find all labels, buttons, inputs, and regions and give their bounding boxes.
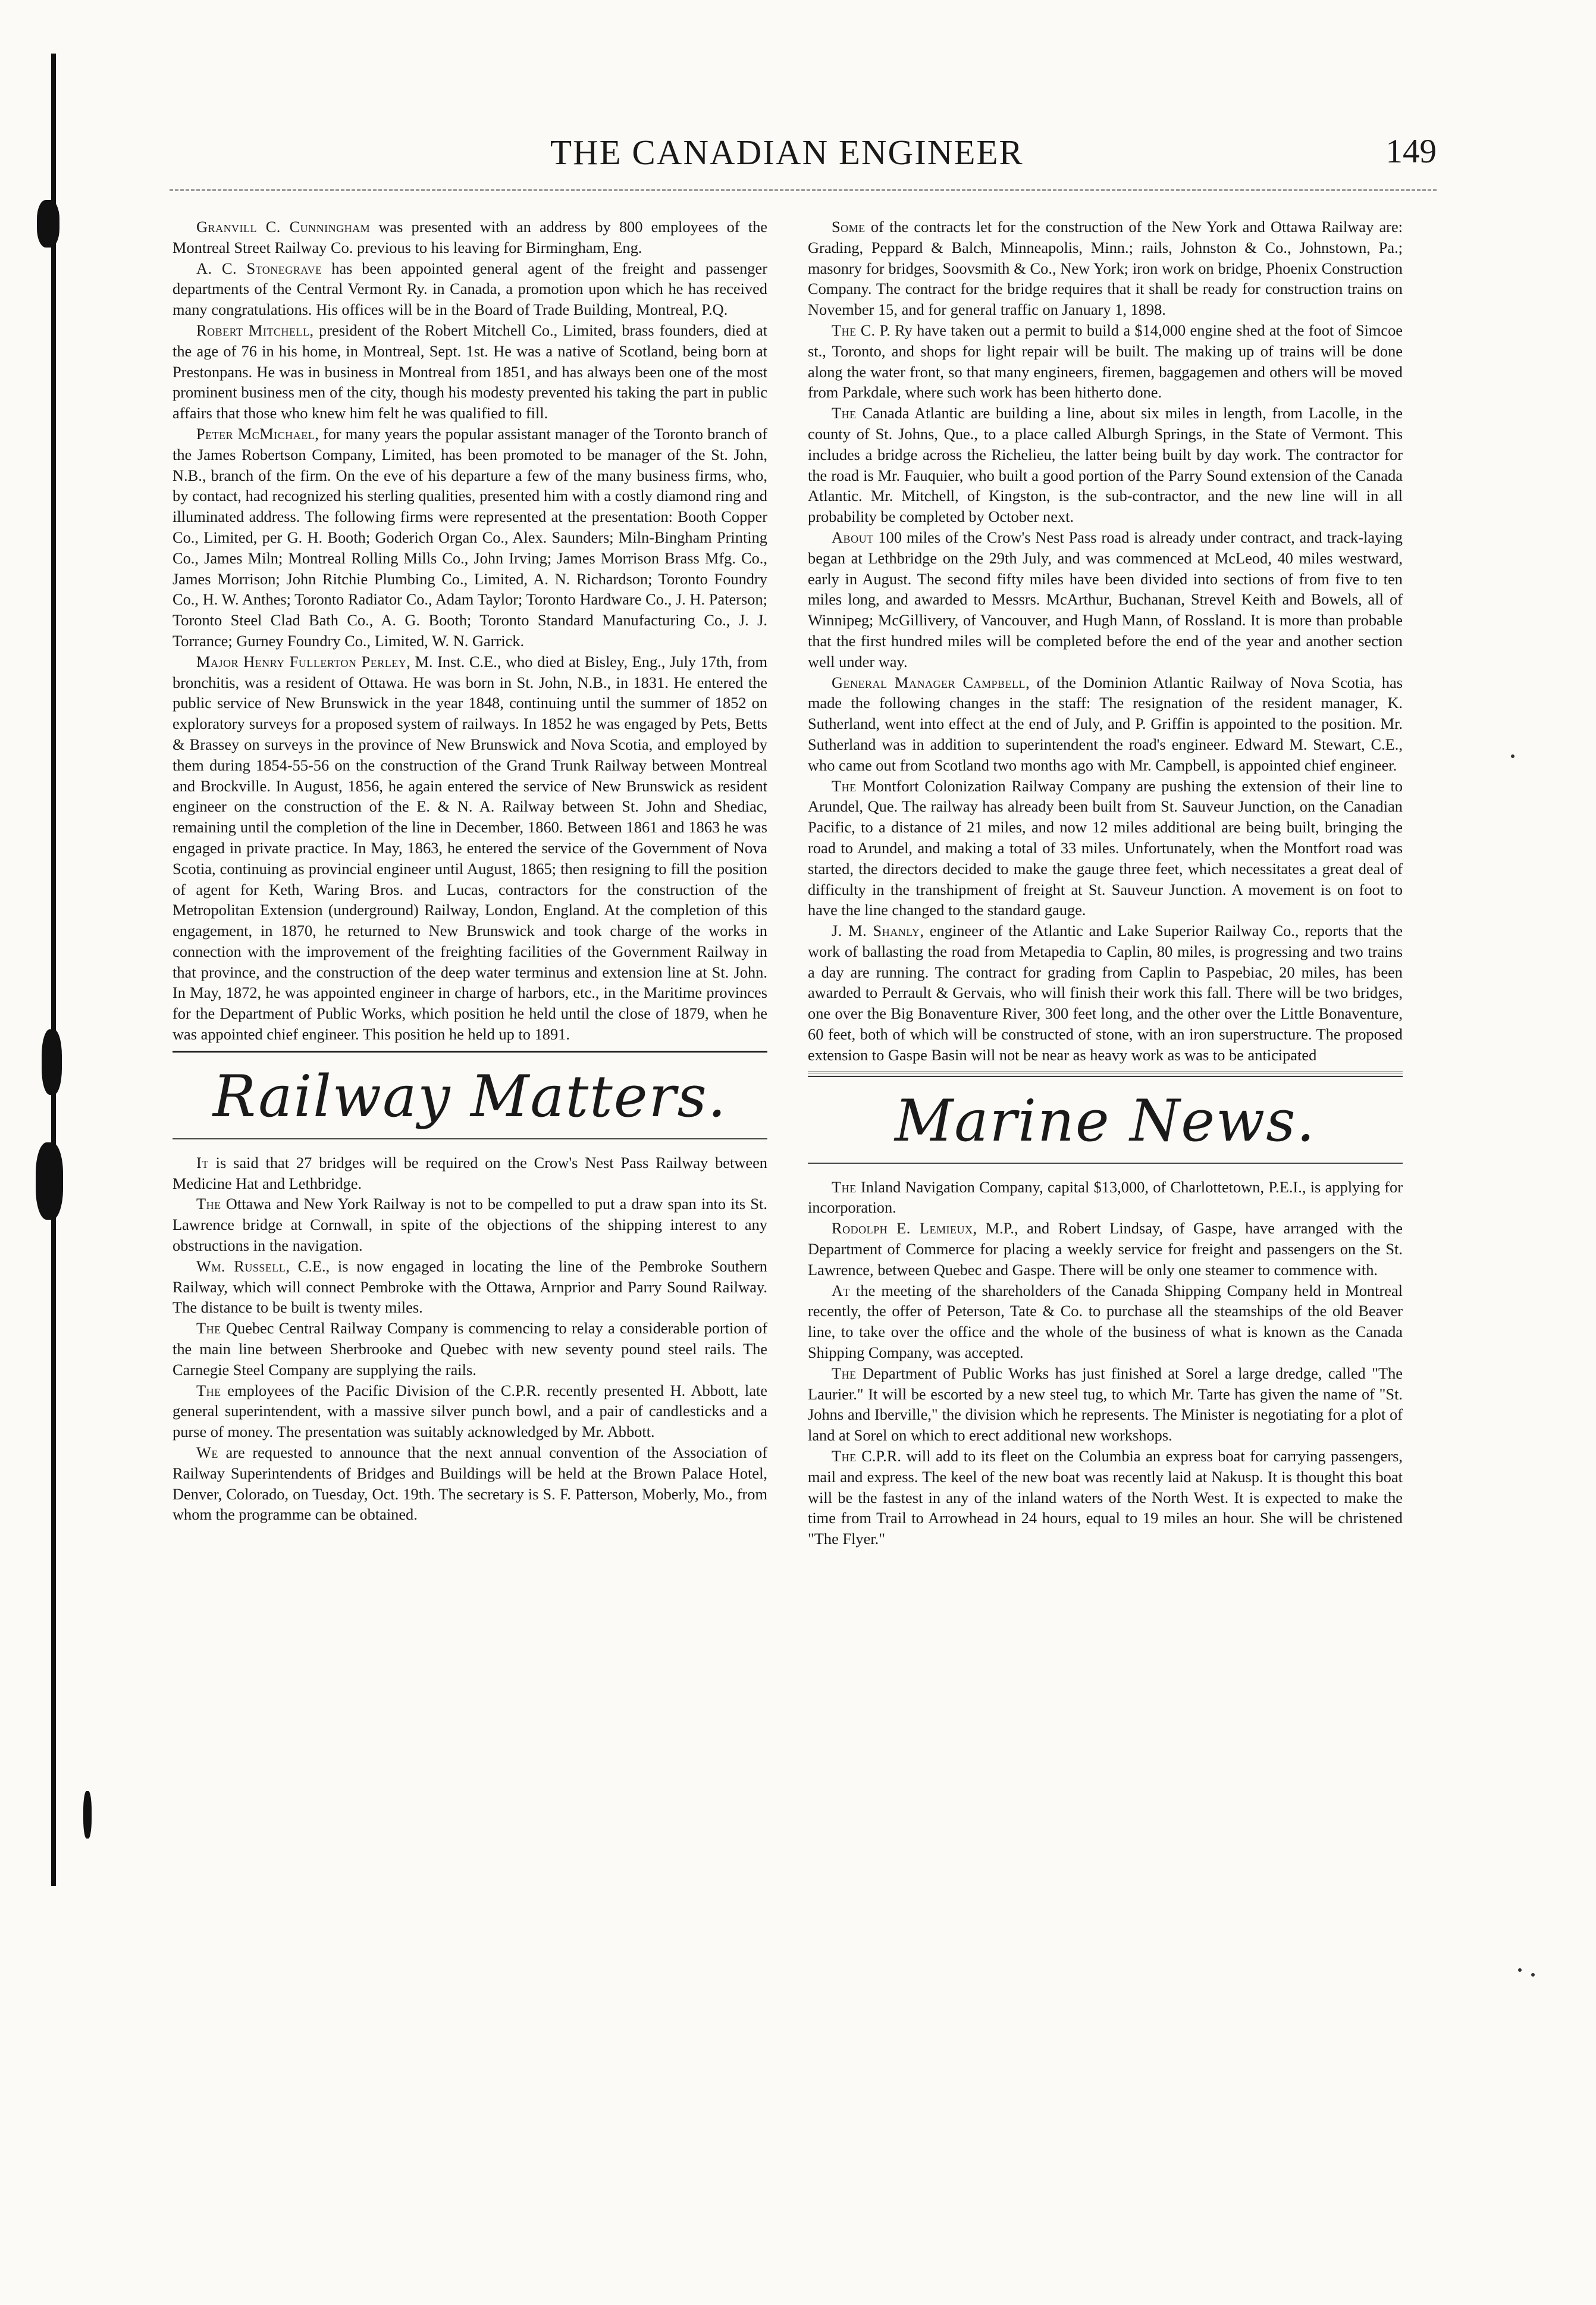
article-paragraph: We are requested to announce that the next annual convention of the Association of Railway Superintendents of Bridges and Buildings will be held at the Brown Palace Hotel, Denver, Colorado, on Tuesday, Oct. 19th. The secretary is S. F. Patterson, Moberly, Mo., from whom the programme can be obtained. — [173, 1443, 767, 1524]
article-paragraph: The Canada Atlantic are building a line, about six miles in length, from Lacolle, in the county of St. Johns, Que., to a place called Alburgh Springs, in the State of Vermont. This includes a bridge across the Richelieu, the latter being built by day work. The contractor for the road is Mr. Fauquier, who built a good portion of the Parry Sound extension of the Canada Atlantic. Mr. Mitchell, of Kingston, is the sub-contractor, and the new line will in all probability be completed by October next. — [808, 404, 1403, 526]
article-paragraph: At the meeting of the shareholders of the Canada Shipping Company held in Montreal recently, the offer of Peterson, Tate & Co. to purchase all the steamships of the old Beaver line, to take over the office and the whole of the business of what is known as the Canada Shipping Company, was accepted. — [808, 1281, 1403, 1362]
article-paragraph: General Manager Campbell, of the Dominion Atlantic Railway of Nova Scotia, has made the following changes in the staff: The resignation of the resident manager, K. Sutherland, went into effect at the end of July, and P. Griffin is appointed to the position. Mr. Sutherland was in addition to superintendent the road's engineer. Edward M. Stewart, C.E., who came out from Scotland two months ago with Mr. Campbell, is appointed chief engineer. — [808, 673, 1403, 774]
article-paragraph: Wm. Russell, C.E., is now engaged in locating the line of the Pembroke Southern Railway, which will connect Pembroke with the Ottawa, Arnprior and Parry Sound Railway. The distance to be built is twenty miles. — [173, 1257, 767, 1317]
stray-mark — [1511, 754, 1515, 758]
binding-rule — [51, 54, 56, 1886]
article-paragraph: Major Henry Fullerton Perley, M. Inst. C.E., who died at Bisley, Eng., July 17th, from bronchitis, was a resident of Ottawa. He was born in St. John, N.B., in 1831. He entered the public service of New Brunswick in the year 1848, continuing until the summer of 1852 on exploratory surveys for a proposed system of railways. In 1852 he was engaged by Pets, Betts & Brassey on surveys in the province of New Brunswick and Nova Scotia, and employed by them during 1854-55-56 on the construction of the Grand Trunk Railway between Montreal and Brockville. In August, 1856, he again entered the service of New Brunswick as resident engineer on the construction of the E. & N. A. Railway between St. John and Shediac, remaining until the completion of the line in December, 1860. Between 1861 and 1863 he was engaged in private practice. In May, 1863, he entered the service of the Government of Nova Scotia, continuing as provincial engineer until August, 1865; then resigning to fill the position of agent for Keth, Waring Bros. and Lucas, contractors for the construction of the Metropolitan Extension (underground) Railway, London, England. At the completion of this engagement, in 1870, he returned to New Brunswick and took charge of the works in connection with the improvement of the freighting facilities of the Government Railway in that province, and the construction of the deep water terminus and extension line at St. John. In May, 1872, he was appointed engineer in charge of harbors, etc., in the Maritime provinces for the Department of Public Works, which position he held until the close of 1879, when he was appointed chief engineer. This position he held up to 1891. — [173, 652, 767, 1044]
journal-title: THE CANADIAN ENGINEER — [550, 133, 1024, 172]
binding-mark — [83, 1791, 92, 1839]
section-divider — [808, 1163, 1403, 1164]
article-paragraph: The employees of the Pacific Division of the C.P.R. recently presented H. Abbott, late general superintendent, with a massive silver punch bowl, and a pair of candlesticks and a purse of money. The presentation was suitably acknowledged by Mr. Abbott. — [173, 1381, 767, 1441]
section-divider — [173, 1138, 767, 1139]
personal-notes — [173, 217, 767, 1045]
article-paragraph: The Montfort Colonization Railway Company are pushing the extension of their line to Arundel, Que. The railway has already been built from St. Sauveur Junction, on the Canadian Pacific, to a distance of 21 miles, and now 12 miles additional are being built, bringing the road to Arundel, and making a total of 33 miles. Unfortunately, when the Montfort road was started, the directors decided to make the gauge three feet, which necessitates a great deal of difficulty in the transhipment of freight at St. Sauveur Junction. A movement is on foot to have the line changed to the standard gauge. — [808, 776, 1403, 919]
railway-matters-section — [173, 1152, 767, 1525]
marine-news-section — [808, 1177, 1403, 1549]
stray-mark — [1518, 1968, 1522, 1972]
article-paragraph: Rodolph E. Lemieux, M.P., and Robert Lindsay, of Gaspe, have arranged with the Department of Commerce for placing a weekly service for freight and passengers on the St. Lawrence, between Quebec and Gaspe. There will be only one steamer to commence with. — [808, 1219, 1403, 1279]
binding-mark — [37, 200, 59, 248]
article-paragraph: The C. P. Ry have taken out a permit to build a $14,000 engine shed at the foot of Simcoe st., Toronto, and shops for light repair will be built. The making up of trains will be done along the water front, so that many engineers, firemen, baggagemen and others will be moved from Parkdale, where such work has been hitherto done. — [808, 321, 1403, 402]
left-column — [173, 217, 767, 1525]
page-number: 149 — [1385, 133, 1437, 170]
article-paragraph: Peter McMichael, for many years the popular assistant manager of the Toronto branch of the James Robertson Company, Limited, has been promoted to be manager of the St. John, N.B., branch of the firm. On the eve of his departure a few of the many business firms, who, by contact, had recognized his sterling qualities, presented him with a costly diamond ring and illuminated address. The following firms were represented at the presentation: Booth Copper Co., Limited, per G. H. Booth; Goderich Organ Co., Alex. Saunders; Miln-Bingham Printing Co., James Miln; Montreal Rolling Mills Co., John Irving; James Morrison Brass Mfg. Co., James Morrison; John Ritchie Plumbing Co., Limited, A. N. Richardson; Toronto Foundry Co., H. W. Anthes; Toronto Radiator Co., Adam Taylor; Toronto Hardware Co., J. H. Paterson; Toronto Steel Clad Bath Co., A. G. Booth; Toronto Standard Manufacturing Co., J. J. Torrance; Gurney Foundry Co., Limited, W. N. Garrick. — [173, 424, 767, 650]
binding-mark — [36, 1142, 63, 1220]
article-paragraph: The Ottawa and New York Railway is not to be compelled to put a draw span into its St. Lawrence bridge at Cornwall, in spite of the objections of the shipping interest to any obstructions in the navigation. — [173, 1195, 767, 1255]
article-paragraph: Some of the contracts let for the construction of the New York and Ottawa Railway are: Grading, Peppard & Balch, Minneapolis, Minn.; rails, Johnston & Co., Johnstown, Pa.; masonry for bridges, Soovsmith & Co., New York; iron work on bridge, Phoenix Construction Company. The contract for the bridge requires that it shall be ready for construction trains on November 15, and for general traffic on January 1, 1898. — [808, 218, 1403, 319]
marine-news-heading: Marine News. — [894, 1087, 1316, 1154]
article-paragraph: J. M. Shanly, engineer of the Atlantic and Lake Superior Railway Co., reports that the work of ballasting the road from Metapedia to Caplin, 80 miles, is progressing and two trains a day are running. The contract for grading from Caplin to Paspebiac, 20 miles, has been awarded to Perrault & Gervais, who will finish their work this fall. There will be two bridges, one over the Big Bonaventure River, 300 feet long, and the other over the Little Bonaventure, 60 feet, both of which will be constructed of stone, with an iron superstructure. The proposed extension to Gaspe Basin will not be near as heavy work as was to be anticipated — [808, 922, 1403, 1064]
article-paragraph: Granvill C. Cunningham was presented with an address by 800 employees of the Montreal Street Railway Co. previous to his leaving for Birmingham, Eng. — [173, 218, 767, 256]
header-rule — [170, 189, 1437, 191]
right-column — [808, 217, 1403, 1549]
article-paragraph: Robert Mitchell, president of the Robert Mitchell Co., Limited, brass founders, died at the age of 76 in his home, in Montreal, Sept. 1st. He was a native of Scotland, being born at Prestonpans. He was in business in Montreal from 1851, and has always been one of the most prominent business men of the city, though his modesty prevented his taking the part in public affairs that those who knew him felt he was qualified to fill. — [173, 321, 767, 422]
railway-matters-heading: Railway Matters. — [212, 1063, 728, 1130]
article-paragraph: A. C. Stonegrave has been appointed general agent of the freight and passenger departments of the Central Vermont Ry. in Canada, a promotion upon which he has received many congratulations. His offices will be in the Board of Trade Building, Montreal, P.Q. — [173, 259, 767, 319]
article-paragraph: The C.P.R. will add to its fleet on the Columbia an express boat for carrying passengers, mail and express. The keel of the new boat was recently laid at Nakusp. It is thought this boat will be the fastest in any of the inland waters of the North West. It is expected to make the time from Trail to Arrowhead in 24 hours, equal to 19 miles an hour. She will be christened "The Flyer." — [808, 1447, 1403, 1548]
article-paragraph: About 100 miles of the Crow's Nest Pass road is already under contract, and track-laying began at Lethbridge on the 29th July, and was commenced at McLeod, 40 miles westward, early in August. The second fifty miles have been divided into sections of from five to ten miles long, and awarded to Messrs. McArthur, Buchanan, Strevel Keith and Bowels, all of Winnipeg; McGillivery, of Vancouver, and Hugh Mann, of Rossland. It is more than probable that the first hundred miles will be completed before the end of the year and another section well under way. — [808, 528, 1403, 671]
article-paragraph: It is said that 27 bridges will be required on the Crow's Nest Pass Railway between Medicine Hat and Lethbridge. — [173, 1153, 767, 1192]
article-paragraph: The Department of Public Works has just finished at Sorel a large dredge, called "The Laurier." It will be escorted by a new steel tug, to which Mr. Tarte has given the name of "St. Johns and Iberville," the division which he represents. The Minister is negotiating for a plot of land at Sorel on which to erect additional new workshops. — [808, 1364, 1403, 1445]
stray-mark — [1531, 1973, 1535, 1977]
article-paragraph: The Inland Navigation Company, capital $13,000, of Charlottetown, P.E.I., is applying for incorporation. — [808, 1177, 1403, 1217]
section-divider — [808, 1072, 1403, 1077]
binding-mark — [42, 1029, 62, 1095]
page-header — [170, 132, 1437, 174]
article-paragraph: The Quebec Central Railway Company is commencing to relay a considerable portion of the main line between Sherbrooke and Quebec with new seventy pound steel rails. The Carnegie Steel Company are supplying the rails. — [173, 1319, 767, 1379]
railway-matters-continued — [808, 217, 1403, 1066]
section-divider — [173, 1051, 767, 1053]
